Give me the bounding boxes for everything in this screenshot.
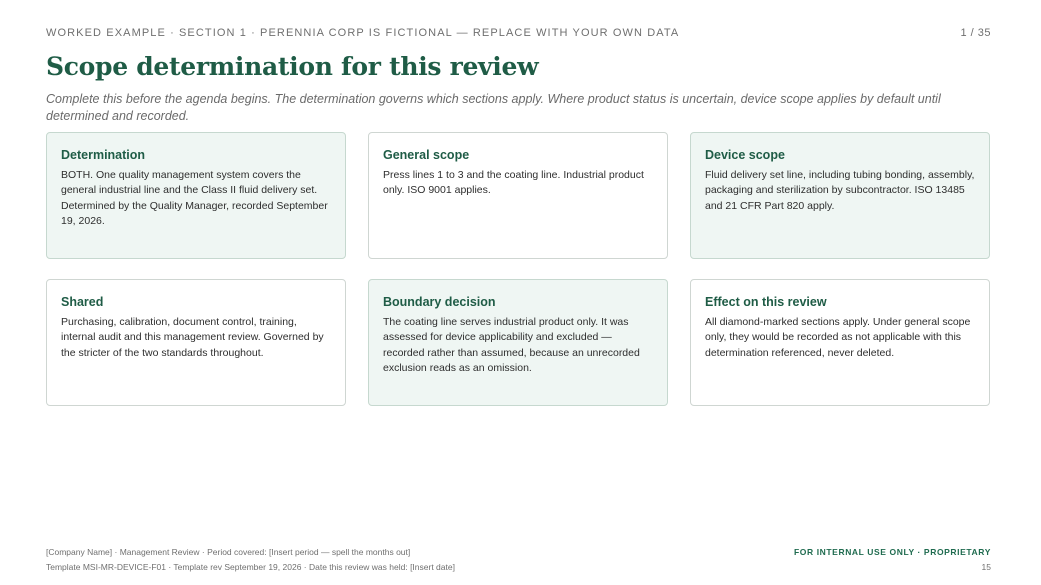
card-body: All diamond-marked sections apply. Under general scope only, they would be recorded as not applicable with this determination referenced, never deleted. (705, 316, 971, 359)
footer-line-2: Template MSI-MR-DEVICE-F01 · Template rev September 19, 2026 · Date this review was held: [Insert date] (46, 562, 455, 572)
card-effect-on-review (690, 279, 990, 406)
footer-left (46, 545, 455, 575)
page-title: Scope determination for this review (46, 52, 539, 81)
scope-cards-grid (46, 132, 990, 406)
card-heading: Effect on this review (705, 295, 827, 309)
card-heading: Shared (61, 295, 104, 309)
card-body: Purchasing, calibration, document control, training, internal audit and this management review. Governed by the stricter of the two standards throughout. (61, 316, 324, 359)
card-device-scope (690, 132, 990, 259)
confidentiality-label: FOR INTERNAL USE ONLY · PROPRIETARY (793, 547, 991, 557)
card-heading: General scope (383, 148, 470, 162)
card-body: BOTH. One quality management system covers the general industrial line and the Class II fluid delivery set. Determined by the Quality Manager, recorded September 19, 2026. (61, 169, 328, 227)
card-shared (46, 279, 346, 406)
footer-line-1: [Company Name] · Management Review · Period covered: [Insert period — spell the months out] (46, 547, 411, 557)
card-general-scope (368, 132, 668, 259)
top-strip (46, 27, 991, 39)
card-heading: Boundary decision (383, 295, 496, 309)
card-heading: Device scope (705, 148, 785, 162)
page-indicator: 1 / 35 (960, 27, 991, 39)
eyebrow-text: WORKED EXAMPLE · SECTION 1 · PERENNIA CORP IS FICTIONAL — REPLACE WITH YOUR OWN DATA (46, 27, 680, 39)
card-boundary-decision (368, 279, 668, 406)
page-subtitle: Complete this before the agenda begins. The determination governs which sections apply. Where product status is uncertain, device scope applies by default until determined and recorded. (46, 92, 941, 123)
card-body: The coating line serves industrial product only. It was assessed for device applicability and excluded — recorded rather than assumed, because an unrecorded exclusion reads as an omission. (383, 316, 640, 374)
card-body: Fluid delivery set line, including tubing bonding, assembly, packaging and sterilization by subcontractor. ISO 13485 and 21 CFR Part 820 apply. (705, 169, 975, 212)
card-body: Press lines 1 to 3 and the coating line. Industrial product only. ISO 9001 applies. (383, 169, 644, 197)
card-heading: Determination (61, 148, 146, 162)
slide-number: 15 (981, 562, 991, 572)
footer-right (794, 545, 991, 575)
card-determination (46, 132, 346, 259)
